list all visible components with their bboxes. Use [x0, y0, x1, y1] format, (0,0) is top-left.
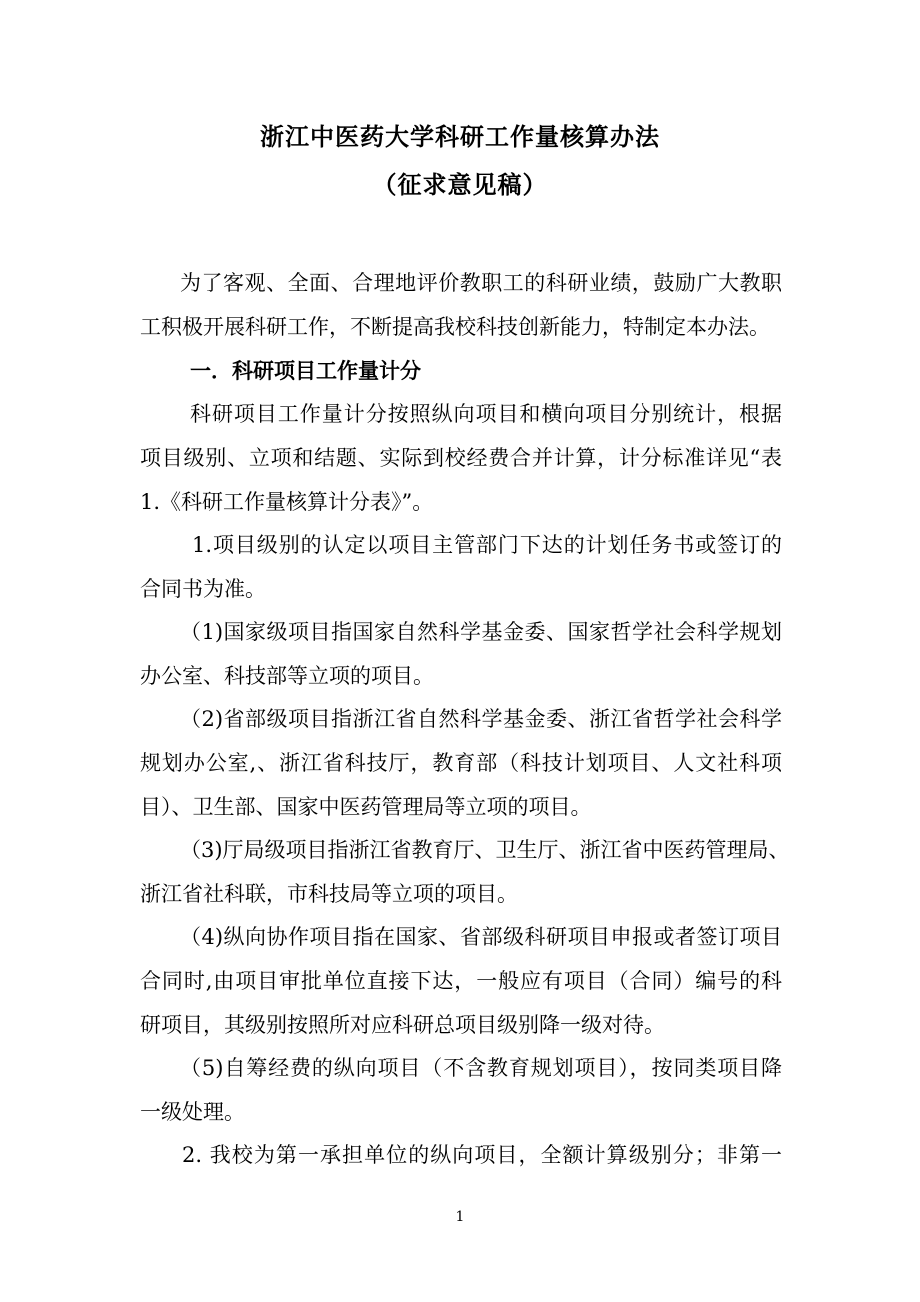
intro-line: 为了客观、全面、合理地评价教职工的科研业绩，鼓励广大教职 [180, 271, 782, 295]
paragraph-line: （3)厅局级项目指浙江省教育厅、卫生厅、浙江省中医药管理局、 [180, 838, 790, 862]
document-title: 浙江中医药大学科研工作量核算办法 [260, 123, 660, 151]
paragraph-line: 1.项目级别的认定以项目主管部门下达的计划任务书或签订的 [192, 533, 782, 557]
paragraph-line: 办公室、科技部等立项的项目。 [140, 664, 434, 688]
paragraph-line: 项目级别、立项和结题、实际到校经费合并计算，计分标准详见“表 [140, 446, 782, 470]
paragraph-line: 目）、卫生部、国家中医药管理局等立项的项目。 [140, 795, 592, 819]
paragraph-line: （2)省部级项目指浙江省自然科学基金委、浙江省哲学社会科学 [180, 707, 782, 731]
paragraph-line: （4)纵向协作项目指在国家、省部级科研项目申报或者签订项目 [180, 925, 782, 949]
paragraph-line: 研项目，其级别按照所对应科研总项目级别降一级对待。 [140, 1013, 665, 1037]
paragraph-line: 规划办公室,、浙江省科技厅，教育部（科技计划项目、人文社科项 [140, 751, 782, 775]
document-subtitle: （征求意见稿） [372, 171, 548, 199]
paragraph-line: 合同时,由项目审批单位直接下达，一般应有项目（合同）编号的科 [140, 969, 782, 993]
paragraph-line: 科研项目工作量计分按照纵向项目和横向项目分别统计，根据 [190, 402, 782, 426]
page-number: 1 [455, 1209, 465, 1225]
intro-line: 工积极开展科研工作，不断提高我校科技创新能力，特制定本办法。 [140, 315, 770, 339]
paragraph-line: 浙江省社科联，市科技局等立项的项目。 [140, 882, 518, 906]
paragraph-line: 2. 我校为第一承担单位的纵向项目，全额计算级别分；非第一 [182, 1143, 782, 1167]
paragraph-line: （1)国家级项目指国家自然科学基金委、国家哲学社会科学规划 [180, 620, 782, 644]
paragraph-line: 合同书为准。 [140, 577, 266, 601]
section-heading: 一．科研项目工作量计分 [190, 359, 421, 383]
paragraph-line: 一级处理。 [140, 1100, 245, 1124]
paragraph-line: （5)自筹经费的纵向项目（不含教育规划项目），按同类项目降 [180, 1056, 782, 1080]
paragraph-line: 1.《科研工作量核算计分表》”。 [140, 490, 434, 514]
